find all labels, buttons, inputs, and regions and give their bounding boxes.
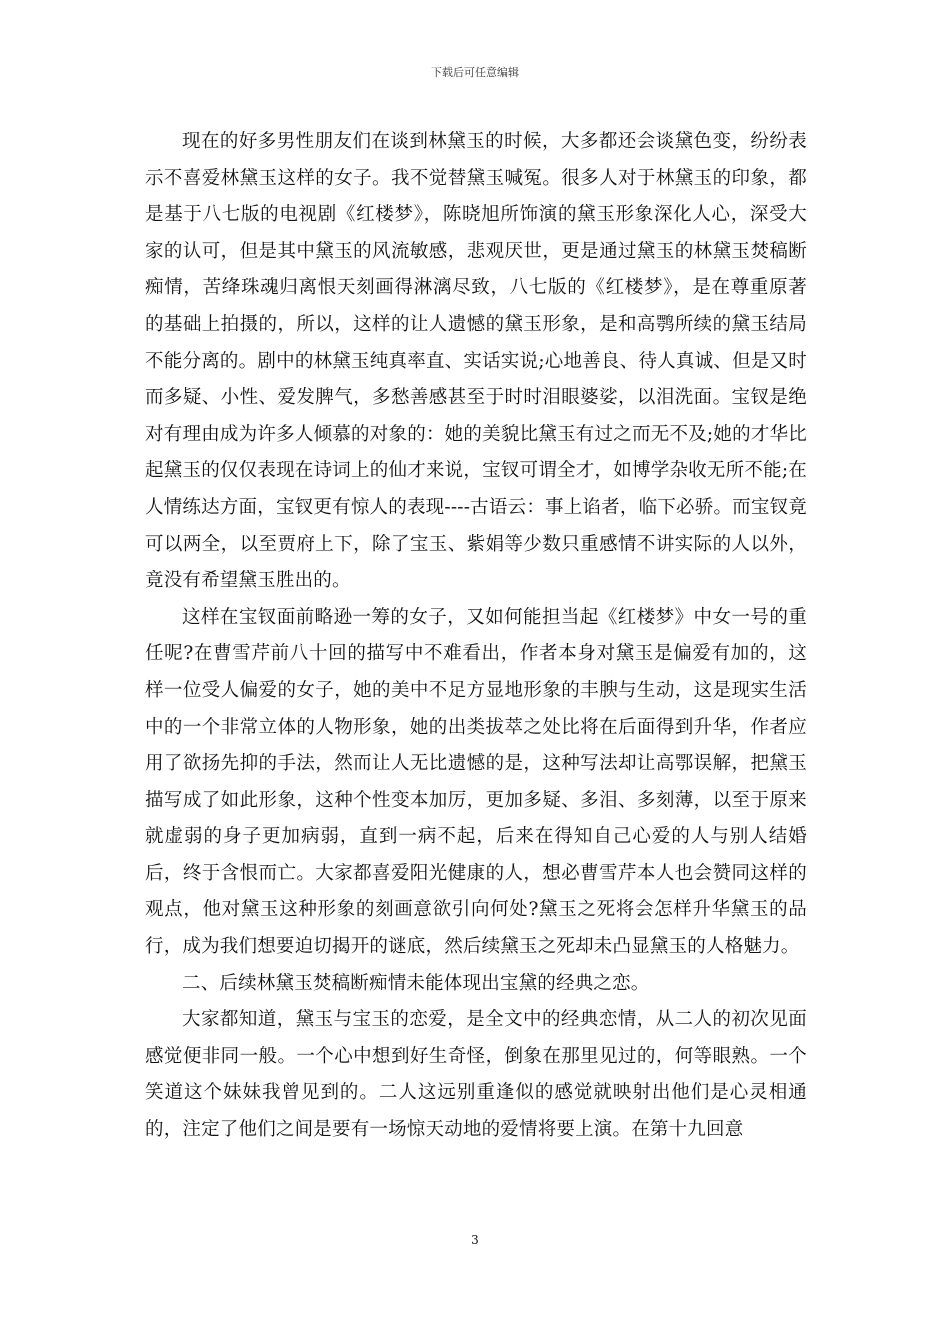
page-number: 3 xyxy=(471,1233,479,1247)
body-paragraph: 现在的好多男性朋友们在谈到林黛玉的时候，大多都还会谈黛色变，纷纷表示不喜爱林黛玉这样的女子。我不觉替黛玉喊冤。很多人对于林黛玉的印象，都是基于八七版的电视剧《红楼梦》，陈晓旭所饰演的黛玉形象深化人心，深受大家的认可，但是其中黛玉的风流敏感，悲观厌世，更是通过黛玉的林黛玉焚稿断痴情，苦绛珠魂归离恨天刻画得淋漓尽致，八七版的《红楼梦》，是在尊重原著的基础上拍摄的，所以，这样的让人遗憾的黛玉形象，是和高鹗所续的黛玉结局不能分离的。剧中的林黛玉纯真率直、实话实说;心地善良、待人真诚、但是又时而多疑、小性、爱发脾气，多愁善感甚至于时时泪眼婆娑，以泪洗面。宝钗是绝对有理由成为许多人倾慕的对象的：她的美貌比黛玉有过之而无不及;她的才华比起黛玉的仅仅表现在诗词上的仙才来说，宝钗可谓全才，如博学杂收无所不能;在人情练达方面，宝钗更有惊人的表现----古语云：事上谄者，临下必骄。而宝钗竟可以两全，以至贾府上下，除了宝玉、紫娟等少数只重感情不讲实际的人以外，竟没有希望黛玉胜出的。 xyxy=(145,131,807,592)
body-paragraph: 这样在宝钗面前略逊一筹的女子，又如何能担当起《红楼梦》中女一号的重任呢?在曹雪芹前八十回的描写中不难看出，作者本身对黛玉是偏爱有加的，这样一位受人偏爱的女子，她的美中不足方显地形象的丰腴与生动，这是现实生活中的一个非常立体的人物形象，她的出类拔萃之处比将在后面得到升华，作者应用了欲扬先抑的手法，然而让人无比遗憾的是，这种写法却让高鄂误解，把黛玉描写成了如此形象，这种个性变本加厉，更加多疑、多泪、多刻薄，以至于原来就虚弱的身子更加病弱，直到一病不起，后来在得知自己心爱的人与别人结婚后，终于含恨而亡。大家都喜爱阳光健康的人，想必曹雪芹本人也会赞同这样的观点，他对黛玉这种形象的刻画意欲引向何处?黛玉之死将会怎样升华黛玉的品行，成为我们想要迫切揭开的谜底，然后续黛玉之死却未凸显黛玉的人格魅力。 xyxy=(145,606,807,958)
page-header-note: 下载后可任意编辑 xyxy=(431,66,519,79)
document-body xyxy=(145,124,807,1149)
section-heading-paragraph: 二、后续林黛玉焚稿断痴情未能体现出宝黛的经典之恋。 xyxy=(182,972,650,994)
body-paragraph: 大家都知道，黛玉与宝玉的恋爱，是全文中的经典恋情，从二人的初次见面感觉便非同一般。一个心中想到好生奇怪，倒象在那里见过的，何等眼熟。一个笑道这个妹妹我曾见到的。二人这远别重逢似的感觉就映射出他们是心灵相通的，注定了他们之间是要有一场惊天动地的爱情将要上演。在第十九回意 xyxy=(145,1009,807,1141)
